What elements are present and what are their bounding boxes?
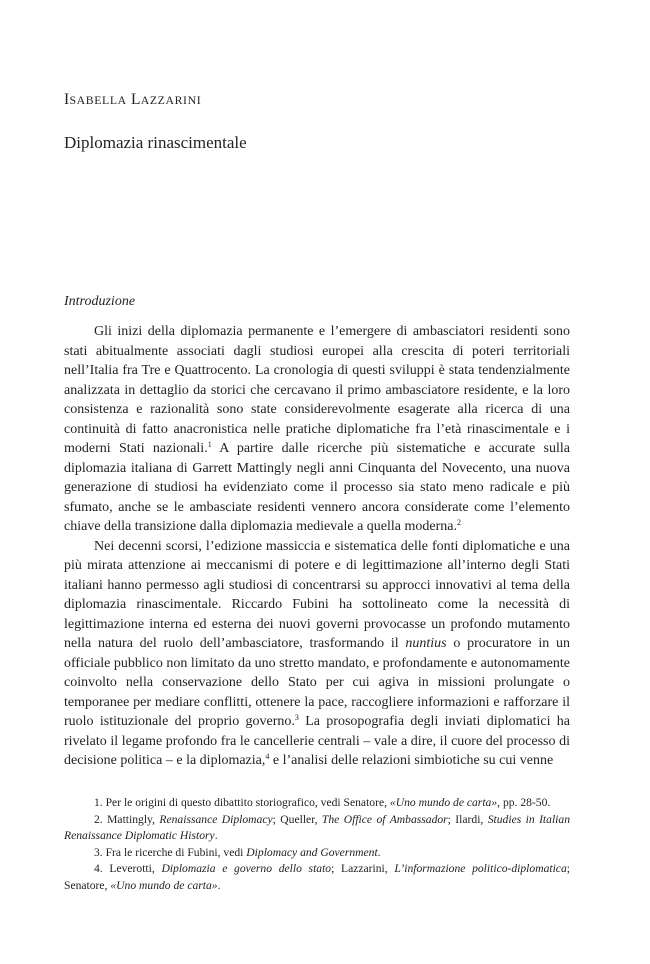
paragraph-1 [64,322,570,537]
footnote-4 [64,861,570,894]
body-text [64,322,570,771]
paragraph-2 [64,537,570,771]
text-run: 3. Fra le ricerche di Fubini, vedi [94,845,247,859]
footnote-ref-4: 4 [265,752,270,761]
footnote-2 [64,812,570,845]
text-run: o procuratore in un officiale pubblico non limitato da uno stretto mandato, e profondamente e autonomamente coinvolto nella conservazione dello Stato per cui agiva in missioni prolungate o temporanee per mediare conflitti, ottenere la pace, raccogliere informazioni e rafforzare il ruolo istituzionale del proprio governo. [64,636,570,729]
text-run: 2. Mattingly, [94,812,160,826]
footnotes [64,795,570,894]
italic-title: The Office of Ambassador [321,812,448,826]
text-run: . [214,829,218,842]
author-initial-first: I [64,91,70,108]
italic-term: nuntius [405,636,447,651]
italic-title: L’informazione politico-diplomatica [394,862,567,875]
author-name [64,91,201,109]
footnote-1 [64,795,570,812]
text-run: 4. Leverotti, [94,862,162,875]
italic-title: «Uno mundo de carta» [389,796,498,809]
text-run: ; Queller, [272,812,322,826]
text-run: Nei decenni scorsi, l’edizione massiccia e sistematica delle fonti diplomatiche e una più mirata attenzione ai meccanismi di potere e di legittimazione all’interno degli Stati italiani hanno permesso agli studiosi di concentrarsi su approcci innovativi al tema della diplomazia rinascimentale. Riccardo Fubini ha sottolineato come la necessità di legittimazione interna ed esterna dei nuovi governi provocasse un profondo mutamento nella natura del ruolo dell’ambasciatore, trasformando il [64,538,570,651]
italic-title: Diplomacy and Government [246,845,378,859]
text-run: ; Senatore, [64,862,570,892]
text-run: Gli inizi della diplomazia permanente e l’emergere di ambasciatori residenti sono stati abitualmente associati dagli studiosi europei alla crescita di poteri territoriali nell’Italia fra Tre e Quattrocento. La cronologia di questi sviluppi è stata tendenzialmente analizzata in dettaglio da storici che cercavano il primo ambasciatore residente, e la loro consistenza e razionalità sono state considerevolmente esagerate alla ricerca di una continuità di fatto anacronistica nelle pratiche diplomatiche fra l’età rinascimentale e i moderni Stati nazionali. [64,324,570,456]
text-run: , pp. 28-50. [497,796,551,809]
text-run: . [217,878,221,892]
text-run: ; Lazzarini, [331,862,395,875]
author-initial-last: L [130,91,141,108]
italic-title: Studies in Italian Renaissance Diplomatic History [64,812,570,842]
text-run: . [377,845,381,859]
text-run: 1. Per le origini di questo dibattito storiografico, vedi Senatore, [94,796,390,809]
chapter-title: Diplomazia rinascimentale [64,133,247,152]
author-first-name: SABELLA [69,93,127,107]
footnote-ref-1: 1 [207,440,212,449]
footnote-ref-2: 2 [457,518,461,527]
italic-title: Renaissance Diplomacy [159,812,273,826]
author-last-name: AZZARINI [140,93,202,107]
text-run: ; Ilardi, [447,812,488,826]
italic-title: «Uno mundo de carta» [110,878,218,892]
text-run: e l’analisi delle relazioni simbiotiche su cui venne [269,753,554,768]
text-run: La prosopografia degli inviati diplomatici ha rivelato il legame profondo fra le cancellerie centrali – vale a dire, il cuore del processo di decisione politica – e la diplomazia, [64,714,570,768]
section-heading: Introduzione [64,294,136,309]
footnote-3 [64,845,570,862]
italic-title: Diplomazia e governo dello stato [161,862,332,875]
text-run: A partire dalle ricerche più sistematiche e accurate sulla diplomazia italiana di Garrett Mattingly negli anni Cinquanta del Novecento, una nuova generazione di studiosi ha evidenziato come il processo sia stato meno radicale e più sfumato, anche se le ambasciate residenti vennero ancora considerate come l’elemento chiave della transizione dalla diplomazia medievale a quella moderna. [64,441,570,534]
footnote-ref-3: 3 [294,713,299,722]
